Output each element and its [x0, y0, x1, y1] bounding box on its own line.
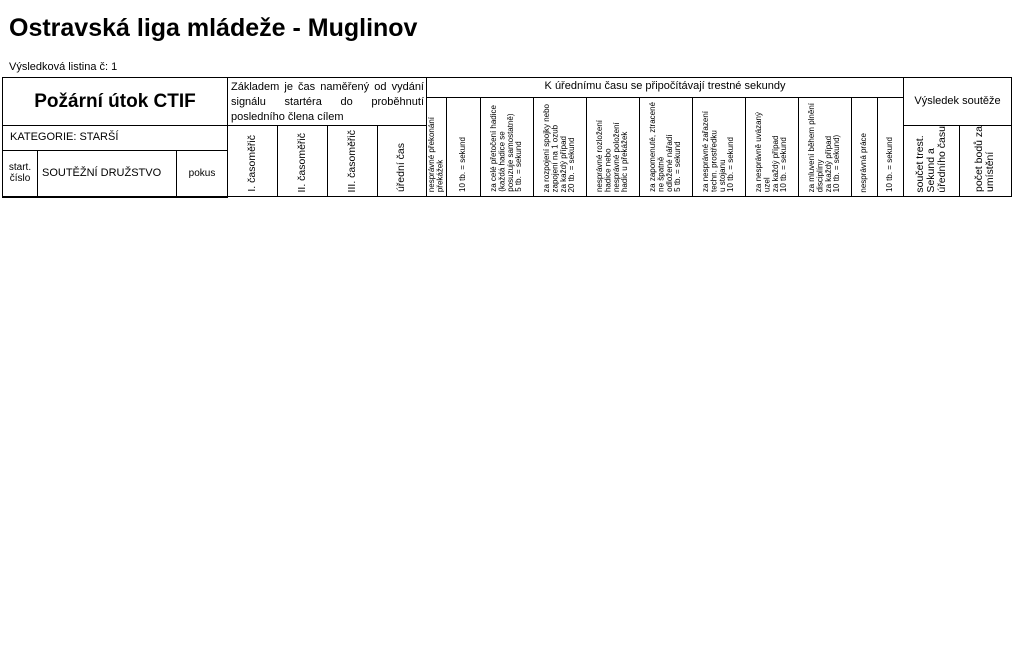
penalty-col-hose-twist: za celé přetočení hadice (každá hadice se posuzuje samostatně) 5 tb. = sekund: [481, 98, 534, 197]
penalty-header: K úřednímu času se připočítávají trestné sekundy: [427, 78, 904, 98]
points-header: počet bodů za umístění: [960, 125, 1012, 197]
penalty-col-stand: za nesprávné zařazení techn. prostředku u stojanu 10 tb. = sekund: [693, 98, 746, 197]
timer-1-header: I. časoměřič: [228, 125, 278, 197]
penalty-col-coupling: za rozpojení spojky nebo zapojení na 1 ozub za každý případ 20 tb. = sekund: [534, 98, 587, 197]
penalty-col-obstacles-rate: 10 tb. = sekund: [447, 98, 481, 197]
sum-header: součet trest. Sekund a úředního času: [904, 125, 960, 197]
timer-3-header: III. časoměřič: [328, 125, 378, 197]
event-title: Požární útok CTIF: [3, 78, 228, 126]
penalty-col-knot: za nesprávně uvázaný uzel za každý případ 10 tb. = sekund: [746, 98, 799, 197]
results-table: [2, 77, 1012, 198]
penalty-col-hose-layout: nesprávné rozložení hadice nebo nesprávné položení hadic u překážek: [587, 98, 640, 197]
penalty-col-obstacles: nesprávné překonání překážek: [427, 98, 447, 197]
penalty-col-tools: za zapomenuté, ztracené ne špatně odložené nářadí 5 tb. = sekund: [640, 98, 693, 197]
timer-2-header: II. časoměřič: [278, 125, 328, 197]
penalty-col-talking: za mluvení během plnění disciplíny za každý případ 10 tb. = sekund): [799, 98, 852, 197]
official-time-header: úřední čas: [378, 125, 427, 197]
attempt-header: pokus: [177, 150, 228, 196]
start-number-header: start. číslo: [3, 150, 38, 196]
team-header: SOUTĚŽNÍ DRUŽSTVO: [38, 150, 177, 196]
time-basis-note: Základem je čas naměřený od vydání signálu startéra do proběhnutí posledního člena cílem: [228, 78, 427, 126]
results-list-number: Výsledková listina č: 1: [9, 61, 118, 73]
result-header: Výsledek soutěže: [904, 78, 1012, 126]
penalty-col-wrong-work: nesprávná práce: [852, 98, 878, 197]
category-label: KATEGORIE: STARŠÍ: [3, 125, 228, 150]
page-title: Ostravská liga mládeže - Muglinov: [9, 14, 418, 42]
penalty-col-wrong-work-rate: 10 tb. = sekund: [878, 98, 904, 197]
